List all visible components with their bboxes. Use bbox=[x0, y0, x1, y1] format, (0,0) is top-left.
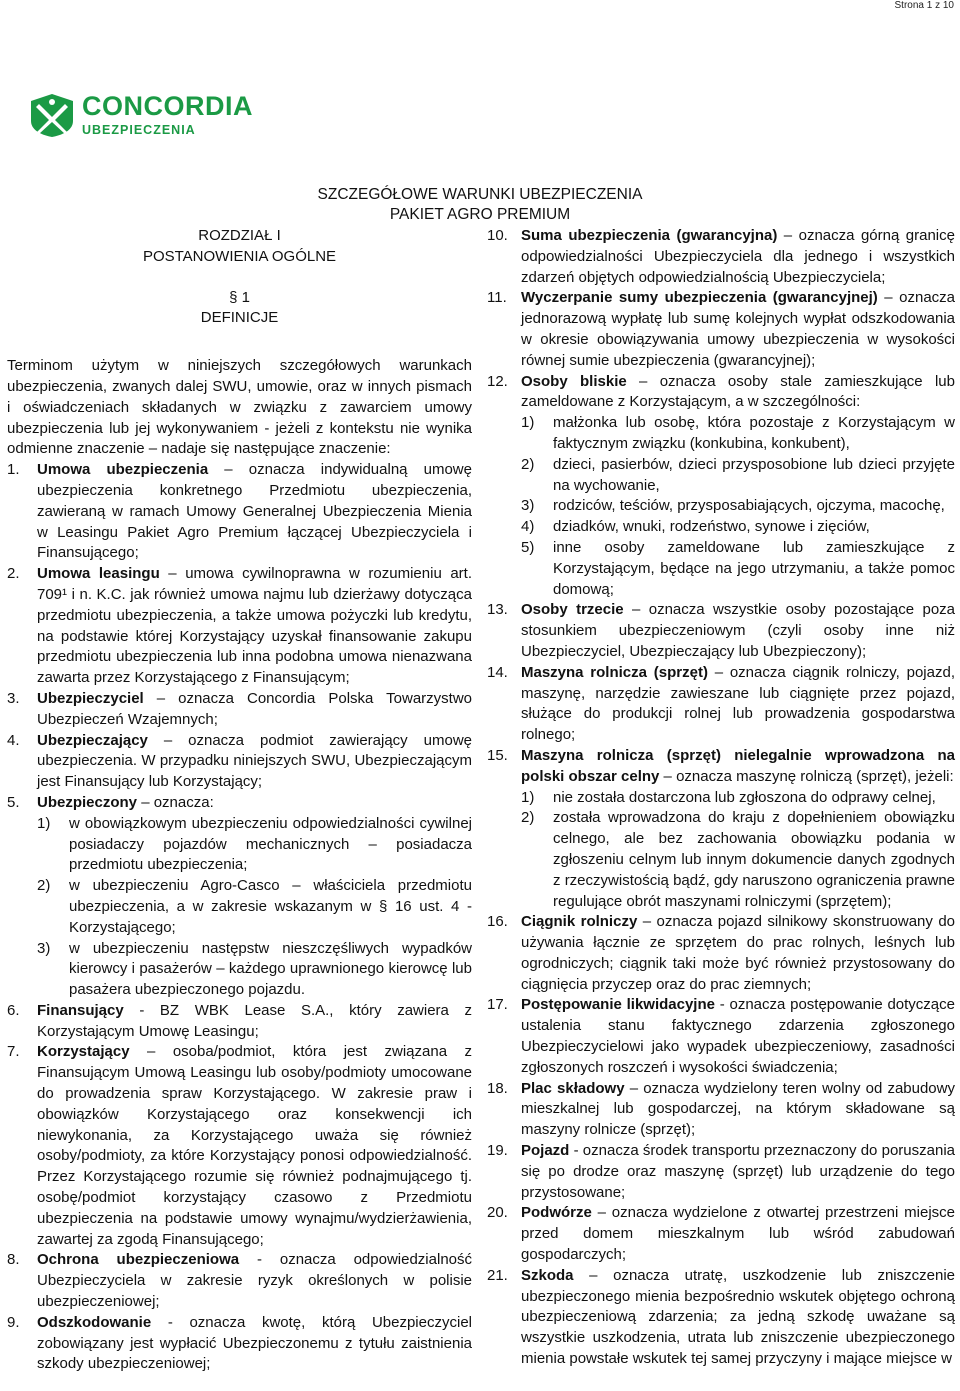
definition-term: Osoby trzecie bbox=[521, 601, 624, 619]
subitem-text: inne osoby zameldowane lub zamieszkujące z Korzystającym, będące na jego utrzymaniu, a także pomoc domową; bbox=[553, 538, 955, 598]
definition-number: 3. bbox=[7, 689, 20, 707]
definition-body bbox=[37, 460, 472, 564]
definition-subitem bbox=[521, 455, 955, 497]
definition-body bbox=[37, 1313, 472, 1375]
intro-paragraph: Terminom użytym w niniejszych szczegółowych warunkach ubezpieczenia, zwanych dalej SWU, umowie, oraz w innych pismach i oświadczeniach składanych w związku z zawarciem umowy ubezpieczenia lub jej wykonywaniem - jeżeli z kontekstu nie wynika odmienne znaczenie – nadaje się następujące znaczenie: bbox=[7, 357, 472, 458]
definition-text: – oznacza maszynę rolniczą (sprzęt), jeżeli: bbox=[659, 767, 954, 785]
definition-term: Maszyna rolnicza (sprzęt) bbox=[521, 663, 708, 681]
definition-item bbox=[7, 689, 472, 731]
subitem-number: 3) bbox=[521, 497, 535, 515]
definition-number: 20. bbox=[487, 1204, 508, 1222]
subitem-number: 2) bbox=[37, 877, 51, 895]
subitem-number: 5) bbox=[521, 538, 535, 556]
definition-text: – oznacza osoby stale zamieszkujące lub zameldowane z Korzystającym, a w szczególności: bbox=[521, 372, 955, 411]
definition-body bbox=[521, 912, 955, 995]
subitem-text: małżonka lub osobę, która pozostaje z Korzystającym w faktycznym związku (konkubina, konkubent), bbox=[553, 414, 955, 452]
subitem-number: 1) bbox=[521, 414, 535, 432]
definition-item bbox=[487, 912, 955, 995]
definition-body bbox=[37, 1250, 472, 1312]
definitions-list-left bbox=[7, 460, 472, 1375]
definition-item bbox=[7, 1042, 472, 1250]
definition-text: – oznacza wszystkie osoby pozostające poza stosunkiem ubezpieczeniowym (czyli osoby inne niż Ubezpieczyciel, Ubezpieczający lub Ubezpieczony); bbox=[521, 601, 956, 660]
definition-body bbox=[521, 995, 955, 1078]
definition-item bbox=[487, 995, 955, 1078]
definition-term: Szkoda bbox=[521, 1266, 574, 1284]
definition-number: 12. bbox=[487, 372, 508, 390]
definition-term: Ubezpieczyciel bbox=[37, 689, 144, 707]
definition-body bbox=[521, 1141, 955, 1203]
definition-text: - oznacza środek transportu przeznaczony do poruszania się po drodze oraz maszynę (sprzęt) lub urządzenie do tego przystosowane; bbox=[521, 1142, 955, 1201]
definition-term: Suma ubezpieczenia (gwarancyjna) bbox=[521, 227, 778, 244]
definition-body bbox=[37, 689, 472, 731]
definition-body bbox=[521, 288, 955, 371]
subitem-number: 3) bbox=[37, 939, 51, 957]
definition-text: - BZ WBK Lease S.A., który zawiera z Korzystającym Umowę Leasingu; bbox=[37, 1001, 472, 1040]
subitem-text: w ubezpieczeniu następstw nieszczęśliwych wypadków kierowcy i pasażerów – każdego uprawnionego kierowcę lub pasażera ubezpieczonego pojazdu. bbox=[69, 939, 472, 999]
definition-term: Postępowanie likwidacyjne bbox=[521, 996, 715, 1014]
definition-number: 6. bbox=[7, 1001, 20, 1019]
definition-text: – oznacza wydzielony teren wolny od zabudowy mieszkalnej lub gospodarczej, na którym składowane są maszyny rolnicze (sprzęt); bbox=[521, 1079, 955, 1139]
definition-body bbox=[37, 564, 472, 689]
subitem-text: dziadków, wnuki, rodzeństwo, synowe i zięciów, bbox=[553, 518, 870, 536]
definition-body bbox=[521, 226, 955, 288]
definition-text: – oznacza indywidualną umowę ubezpieczenia konkretnego Przedmiotu ubezpieczenia, zawieraną w ramach Umowy Generalnej Ubezpieczenia Mienia w Leasingu Pakiet Agro Premium łączącej Ubezpieczyciela i Finansującego; bbox=[37, 461, 472, 562]
logo-name: CONCORDIA bbox=[82, 91, 253, 122]
definition-number: 2. bbox=[7, 565, 20, 583]
page-number: Strona 1 z 10 bbox=[894, 0, 954, 11]
definition-term: Ubezpieczający bbox=[37, 731, 148, 749]
definition-body bbox=[521, 663, 955, 746]
definition-body bbox=[37, 1042, 472, 1250]
definition-text: – oznacza pojazd silnikowy skonstruowany do używania łącznie ze sprzętem do prac rolnych, leśnych lub ogrodniczych; ciągnik taki może być również przystosowany do ciągnięcia przyczep oraz do prac ziemnych; bbox=[521, 913, 956, 993]
definition-subitem bbox=[521, 808, 955, 912]
definition-text: - oznacza postępowanie dotyczące ustalenia stanu faktycznego zdarzenia zgłoszonego Ubezpieczycielowi jako wypadek ubezpieczeniowy, zasadności zgłoszonych roszczeń i wysokości świadczenia; bbox=[521, 996, 955, 1076]
definition-text: – oznacza ciągnik rolniczy, pojazd, maszynę, narzędzie zawieszane lub ciągnięte przez pojazd, służące do produkcji rolnej lub prowadzenia gospodarstwa rolnego; bbox=[521, 663, 955, 744]
definition-term: Pojazd bbox=[521, 1142, 570, 1160]
definition-body bbox=[521, 1203, 955, 1265]
definition-text: – oznacza podmiot zawierający umowę ubezpieczenia. W przypadku niniejszych SWU, Ubezpieczającym jest Finansujący lub Korzystający; bbox=[37, 731, 472, 791]
definition-number: 4. bbox=[7, 731, 20, 749]
definition-number: 19. bbox=[487, 1142, 508, 1160]
definition-item bbox=[487, 1266, 955, 1370]
definition-term: Finansujący bbox=[37, 1001, 124, 1019]
definition-body bbox=[521, 746, 955, 912]
document-title: SZCZEGÓŁOWE WARUNKI UBEZPIECZENIA bbox=[317, 186, 643, 203]
section-name: DEFINICJE bbox=[200, 309, 279, 327]
definition-item bbox=[487, 226, 955, 288]
definition-term: Umowa leasingu bbox=[37, 565, 160, 583]
subitem-number: 2) bbox=[521, 455, 535, 473]
definition-item bbox=[487, 288, 955, 371]
definition-item bbox=[487, 1203, 955, 1265]
definition-text: – oznacza jednorazową wypłatę lub sumę kolejnych wypłat odszkodowania w okresie obowiązywania umowy ubezpieczenia w wysokości równej sumie ubezpieczenia (gwarancyjnej); bbox=[521, 289, 956, 369]
definition-number: 1. bbox=[7, 461, 20, 479]
subitem-text: dzieci, pasierbów, dzieci przysposobione lub dzieci przyjęte na wychowanie, bbox=[553, 455, 955, 494]
definition-item bbox=[487, 600, 955, 662]
definition-item bbox=[7, 1250, 472, 1312]
definition-body bbox=[37, 1001, 472, 1043]
definition-text: – oznacza górną granicę odpowiedzialności Ubezpieczyciela dla jednego i wszystkich zdarzeń objętych odpowiedzialnością Ubezpieczyciela; bbox=[521, 227, 955, 286]
definition-item bbox=[7, 564, 472, 689]
definition-item bbox=[7, 793, 472, 1001]
subitem-text: rodziców, teściów, przysposabiających, ojczyma, macochę, bbox=[553, 497, 945, 515]
definition-number: 14. bbox=[487, 663, 508, 681]
subitem-number: 4) bbox=[521, 518, 535, 536]
definition-text: – umowa cywilnoprawna w rozumieniu art. 709¹ i n. K.C. jak również umowa najmu lub dzierżawy dotycząca przedmiotu ubezpieczenia, a także umowa pożyczki lub kredytu, na podstawie której Korzystający uzyskał finansowanie zakupu przedmiotu ubezpieczenia lub inna podobna umowa nienazwana zawarta przez Korzystającego z Finansującym; bbox=[37, 565, 473, 687]
definition-text: – oznacza utratę, uszkodzenie lub zniszczenie ubezpieczonego mienia bezpośrednio wskutek objętego ochroną ubezpieczeniową zdarzenia; za jedną szkodę uważane są wszystkie uszkodzenia, utrata lub zniszczenie ubezpieczonego mienia powstałe wskutek tej samej przyczyny i mające miejsce w bbox=[521, 1266, 955, 1368]
definition-term: Podwórze bbox=[521, 1204, 592, 1222]
definition-number: 10. bbox=[487, 227, 508, 244]
definition-term: Osoby bliskie bbox=[521, 372, 627, 390]
definition-number: 11. bbox=[487, 289, 507, 307]
section-label: § 1 bbox=[229, 288, 250, 306]
definition-number: 17. bbox=[487, 996, 508, 1014]
definition-body bbox=[521, 600, 955, 662]
definition-item bbox=[7, 460, 472, 564]
definition-number: 18. bbox=[487, 1079, 508, 1097]
definition-subitem bbox=[37, 939, 472, 1001]
subitem-number: 2) bbox=[521, 809, 535, 827]
subitem-text: w ubezpieczeniu Agro-Casco – właściciela przedmiotu ubezpieczenia, a w zakresie wskazanym w § 16 ust. 4 - Korzystającego; bbox=[69, 877, 472, 936]
chapter-label: ROZDZIAŁ I bbox=[198, 227, 281, 244]
definition-term: Odszkodowanie bbox=[37, 1313, 152, 1331]
definition-number: 21. bbox=[487, 1266, 508, 1284]
definition-body bbox=[37, 793, 472, 1001]
definition-term: Plac składowy bbox=[521, 1079, 625, 1097]
definition-item bbox=[7, 1001, 472, 1043]
definition-text: - oznacza odpowiedzialność Ubezpieczyciela w zakresie ryzyk określonych w polisie ubezpieczeniowej; bbox=[37, 1251, 473, 1311]
subitem-number: 1) bbox=[37, 814, 51, 832]
definition-term: Ubezpieczony bbox=[37, 793, 138, 811]
definition-item bbox=[487, 1079, 955, 1141]
definition-subitem bbox=[37, 876, 472, 938]
definition-term: Maszyna rolnicza (sprzęt) nielegalnie wprowadzona na polski obszar celny bbox=[521, 746, 955, 785]
chapter-name: POSTANOWIENIA OGÓLNE bbox=[142, 247, 337, 265]
subitem-text: została wprowadzona do kraju z dopełnieniem obowiązku celnego, ale bez zachowania obowiązku podania w zgłoszeniu celnym lub innym dokumencie danych zgodnych z rzeczywistością bądź, gdy naruszono ograniczenia prawne regulujące obrót maszynami rolniczymi (sprzętem); bbox=[553, 809, 955, 910]
definition-text: – oznacza wydzielone z otwartej przestrzeni miejsce przed domem mieszkalnym lub wśród zabudowań gospodarczych; bbox=[521, 1204, 955, 1264]
definition-subitem bbox=[521, 517, 955, 538]
definition-term: Ochrona ubezpieczeniowa bbox=[37, 1251, 240, 1269]
left-column bbox=[7, 226, 472, 1375]
definition-item bbox=[7, 731, 472, 793]
right-column bbox=[487, 226, 955, 1370]
definition-subitem bbox=[521, 788, 955, 809]
definition-body bbox=[521, 1266, 955, 1370]
concordia-logo bbox=[30, 93, 253, 137]
definition-item bbox=[487, 372, 955, 601]
definition-number: 16. bbox=[487, 913, 508, 931]
definition-body bbox=[521, 372, 955, 601]
definition-item bbox=[487, 746, 955, 912]
definition-number: 8. bbox=[7, 1251, 20, 1269]
definition-text: - oznacza kwotę, którą Ubezpieczyciel zobowiązany jest wypłacić Ubezpieczonemu z tytułu zaistnienia szkody ubezpieczeniowej; bbox=[37, 1313, 472, 1373]
subitem-text: w obowiązkowym ubezpieczeniu odpowiedzialności cywilnej posiadaczy pojazdów mechanicznych – posiadacza przedmiotu ubezpieczenia; bbox=[69, 814, 472, 874]
document-subtitle: PAKIET AGRO PREMIUM bbox=[389, 206, 571, 223]
subitem-number: 1) bbox=[521, 788, 535, 806]
definition-item bbox=[487, 1141, 955, 1203]
definition-subitem bbox=[37, 814, 472, 876]
definition-item bbox=[487, 663, 955, 746]
logo-subtitle: UBEZPIECZENIA bbox=[82, 123, 196, 138]
definition-item bbox=[7, 1313, 472, 1375]
definitions-list-right bbox=[487, 226, 955, 1370]
definition-number: 5. bbox=[7, 793, 20, 811]
definition-text: – osoba/podmiot, która jest związana z Finansującym Umową Leasingu lub osoby/podmioty umocowane do prowadzenia spraw Korzystającego. W zakresie praw i obowiązków Korzystającego oraz konsekwencji ich niewykonania, za Korzystającego uważa się również osoby/podmioty, za które Korzystający ponosi odpowiedzialność. Przez Korzystającego rozumie się również podnajmującego tj. osobę/podmiot korzystający czasowo z Przedmiotu ubezpieczenia na podstawie umowy wynajmu/wydzierżawienia, zawartej za zgodą Finansującego; bbox=[37, 1043, 472, 1248]
concordia-logo-icon bbox=[30, 93, 74, 137]
definition-term: Ciągnik rolniczy bbox=[521, 913, 638, 931]
definition-body bbox=[37, 731, 472, 793]
definition-number: 9. bbox=[7, 1313, 20, 1331]
definition-number: 7. bbox=[7, 1043, 20, 1061]
definition-subitem bbox=[521, 496, 955, 517]
definition-text: – oznacza Concordia Polska Towarzystwo Ubezpieczeń Wzajemnych; bbox=[37, 689, 472, 728]
definition-number: 13. bbox=[487, 601, 508, 619]
definition-term: Wyczerpanie sumy ubezpieczenia (gwarancyjnej) bbox=[521, 289, 878, 307]
definition-subitem bbox=[521, 538, 955, 600]
definition-text: – oznacza: bbox=[137, 793, 214, 811]
definition-term: Korzystający bbox=[37, 1043, 130, 1061]
definition-body bbox=[521, 1079, 955, 1141]
definition-term: Umowa ubezpieczenia bbox=[37, 461, 209, 479]
definition-number: 15. bbox=[487, 746, 508, 764]
definition-subitem bbox=[521, 413, 955, 455]
subitem-text: nie została dostarczona lub zgłoszona do odprawy celnej, bbox=[553, 788, 936, 806]
